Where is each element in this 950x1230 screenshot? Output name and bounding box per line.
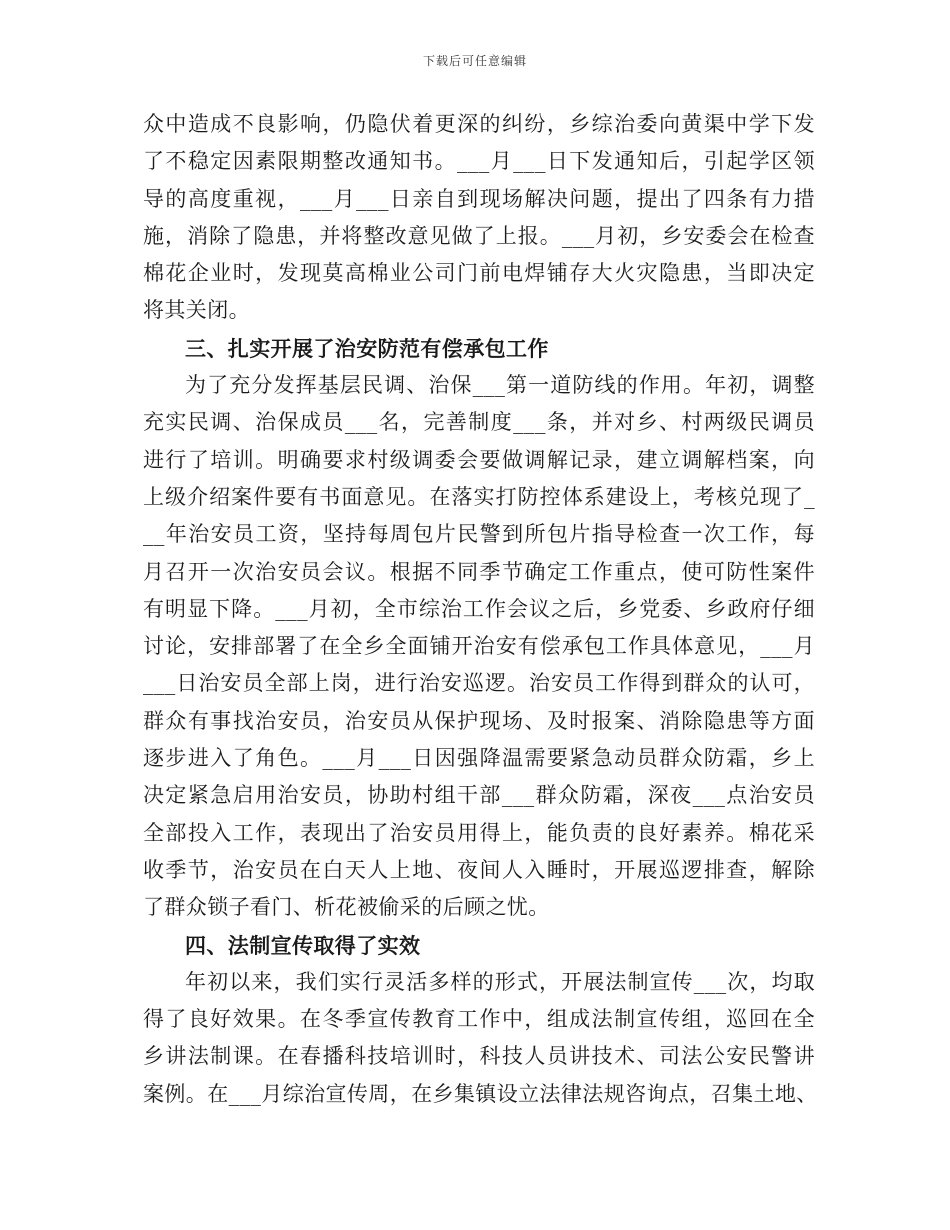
text-line: 进行了培训。明确要求村级调委会要做调解记录，建立调解档案，向 <box>143 447 815 472</box>
text-line: 决定紧急启用治安员，协助村组干部___群众防霜，深夜___点治安员 <box>143 783 815 808</box>
text-line: 为了充分发挥基层民调、治保___第一道防线的作用。年初，调整 <box>185 373 815 398</box>
page-header: 下载后可任意编辑 <box>422 54 527 68</box>
text-line: 充实民调、治保成员___名，完善制度___条，并对乡、村两级民调员 <box>143 410 815 435</box>
text-line: 全部投入工作，表现出了治安员用得上，能负责的良好素养。棉花采 <box>143 820 815 845</box>
text-line: 了不稳定因素限期整改通知书。___月___日下发通知后，引起学区领 <box>143 149 815 174</box>
text-line: ___日治安员全部上岗，进行治安巡逻。治安员工作得到群众的认可， <box>143 671 815 696</box>
paragraph-continuation <box>143 106 815 330</box>
section-heading-3: 三、扎实开展了治安防范有偿承包工作 <box>185 335 549 361</box>
text-line: 群众有事找治安员，治安员从保护现场、及时报案、消除隐患等方面 <box>143 708 815 733</box>
section-heading-4: 四、法制宣传取得了实效 <box>185 932 421 958</box>
document-body <box>143 106 818 1113</box>
text-line: 将其关闭。 <box>143 298 250 323</box>
text-line: 收季节，治安员在白天人上地、夜间人入睡时，开展巡逻排查，解除 <box>143 857 815 882</box>
text-line: 施，消除了隐患，并将整改意见做了上报。___月初，乡安委会在检查 <box>143 223 815 248</box>
text-line: 导的高度重视，___月___日亲自到现场解决问题，提出了四条有力措 <box>143 186 815 211</box>
paragraph-legal-publicity <box>143 964 818 1113</box>
text-line: 案例。在___月综治宣传周，在乡集镇设立法律法规咨询点，召集土地、 <box>143 1081 818 1106</box>
text-line: 讨论，安排部署了在全乡全面铺开治安有偿承包工作具体意见，___月 <box>143 634 815 659</box>
text-line: 上级介绍案件要有书面意见。在落实打防控体系建设上，考核兑现了_ <box>143 484 815 509</box>
text-line: 了群众锁子看门、析花被偷采的后顾之忧。 <box>143 895 550 920</box>
paragraph-security-contracting <box>143 367 815 926</box>
text-line: 众中造成不良影响，仍隐伏着更深的纠纷，乡综治委向黄渠中学下发 <box>143 112 815 136</box>
text-line: __年治安员工资，坚持每周包片民警到所包片指导检查一次工作，每 <box>143 522 815 547</box>
text-line: 得了良好效果。在冬季宣传教育工作中，组成法制宣传组，巡回在全 <box>143 1007 815 1032</box>
text-line: 逐步进入了角色。___月___日因强降温需要紧急动员群众防霜，乡上 <box>143 746 815 771</box>
text-line: 乡讲法制课。在春播科技培训时，科技人员讲技术、司法公安民警讲 <box>143 1044 815 1069</box>
text-line: 年初以来，我们实行灵活多样的形式，开展法制宣传___次，均取 <box>185 969 815 994</box>
text-line: 棉花企业时，发现莫高棉业公司门前电焊铺存大火灾隐患，当即决定 <box>143 261 815 286</box>
text-line: 月召开一次治安员会议。根据不同季节确定工作重点，使可防性案件 <box>143 559 815 584</box>
text-line: 有明显下降。___月初，全市综治工作会议之后，乡党委、乡政府仔细 <box>143 596 815 621</box>
